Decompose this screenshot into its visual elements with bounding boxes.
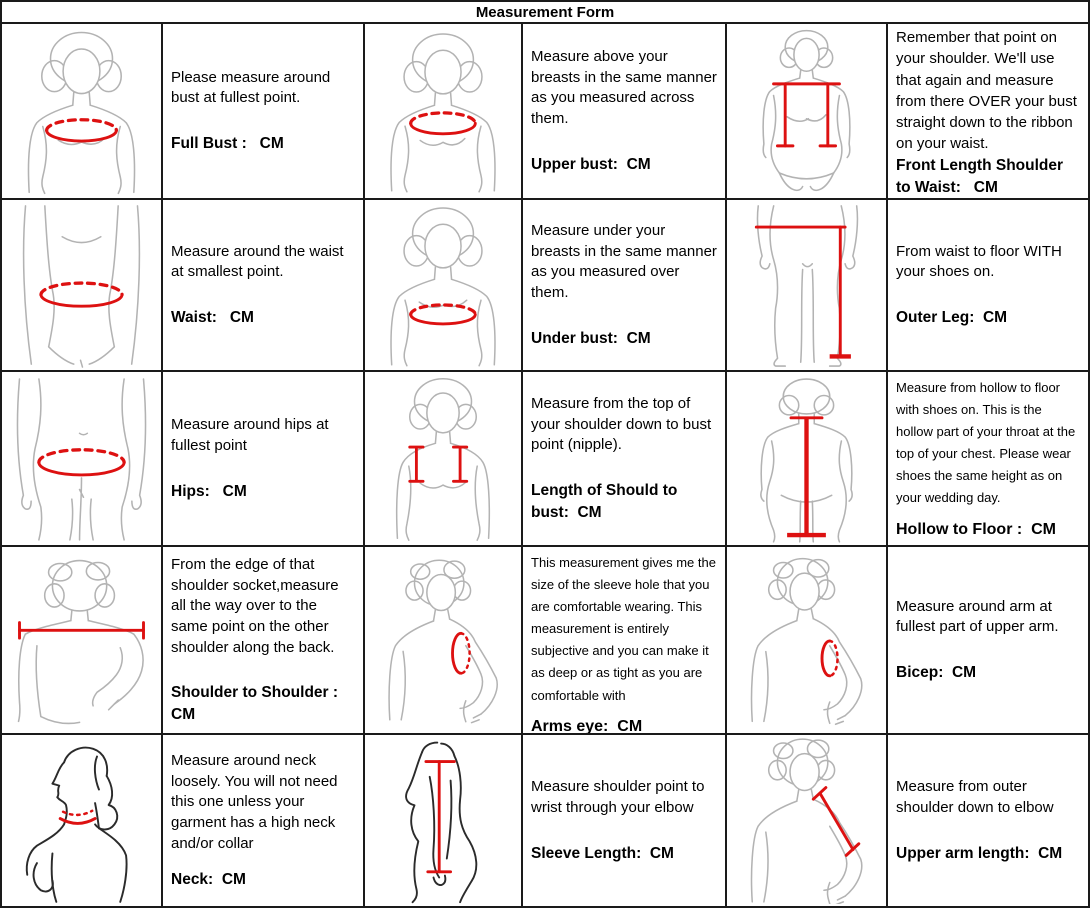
bicep-instruction: Measure around arm at fullest part of upper arm. — [896, 597, 1059, 636]
woman-shoulder-to-bust-figure — [367, 374, 519, 543]
woman-bicep-figure — [729, 549, 884, 731]
outer-leg-figure-cell — [727, 200, 888, 372]
hips-instruction: Measure around hips at fullest point — [171, 416, 333, 454]
shoulder-to-bust-instruction: Measure from the top of your shoulder down to bust point (nipple). — [531, 395, 716, 454]
neck-figure-cell — [2, 735, 163, 906]
hollow-to-floor-figure-cell — [727, 372, 888, 547]
arms-eye-figure-cell — [365, 547, 523, 735]
sleeve-length-cell — [523, 735, 727, 906]
front-length-instruction: Remember that point on your shoulder. We'll use that again and measure from there OVER your bust straight down to the ribbon on your waist. — [896, 29, 1082, 153]
upper-arm-figure-cell — [727, 735, 888, 906]
upper-bust-figure-cell — [365, 24, 523, 200]
woman-back-hollow-to-floor-figure — [729, 374, 884, 543]
sleeve-length-figure-cell — [365, 735, 523, 906]
upper-arm-label: Upper arm length: CM — [896, 844, 1063, 862]
shoulder-to-shoulder-cell — [163, 547, 365, 735]
woman-back-shoulder-to-shoulder-figure — [4, 549, 159, 731]
shoulder-to-shoulder-figure-cell — [2, 547, 163, 735]
woman-front-full-bust-figure — [4, 26, 159, 196]
waist-figure-cell — [2, 200, 163, 372]
shoulder-to-bust-figure-cell — [365, 372, 523, 547]
upper-arm-instruction: Measure from outer shoulder down to elbow — [896, 778, 1054, 816]
bicep-cell — [888, 547, 1088, 735]
woman-profile-neck-figure — [4, 737, 159, 904]
neck-label: Neck: CM — [171, 870, 246, 888]
waist-instruction: Measure around the waist at smallest point. — [171, 242, 348, 281]
woman-front-upper-bust-figure — [367, 26, 519, 196]
upper-bust-instruction: Measure above your breasts in the same manner as you measured across them. — [531, 47, 722, 127]
full-bust-cell — [163, 24, 365, 200]
under-bust-cell — [523, 200, 727, 372]
woman-side-sleeve-length-figure — [367, 737, 519, 904]
shoulder-to-bust-cell — [523, 372, 727, 547]
under-bust-label: Under bust: CM — [531, 329, 651, 347]
full-bust-instruction: Please measure around bust at fullest point. — [171, 68, 335, 107]
hips-label: Hips: CM — [171, 482, 247, 500]
hips-figure-cell — [2, 372, 163, 547]
neck-cell — [163, 735, 365, 906]
woman-front-under-bust-figure — [367, 202, 519, 368]
bicep-figure-cell — [727, 547, 888, 735]
under-bust-instruction: Measure under your breasts in the same manner as you measured over them. — [531, 221, 722, 301]
sleeve-length-label: Sleeve Length: CM — [531, 844, 674, 862]
waist-label: Waist: CM — [171, 309, 254, 326]
neck-instruction: Measure around neck loosely. You will not need this one unless your garment has a high neck and/or collar — [171, 752, 342, 852]
upper-bust-cell — [523, 24, 727, 200]
full-bust-label: Full Bust : CM — [171, 135, 284, 152]
page-title: Measurement Form — [2, 2, 1088, 24]
woman-front-shoulder-to-waist-figure — [729, 26, 884, 196]
waist-cell — [163, 200, 365, 372]
full-bust-figure-cell — [2, 24, 163, 200]
woman-hips-figure — [4, 374, 159, 543]
woman-armhole-figure — [367, 549, 519, 731]
front-length-figure-cell — [727, 24, 888, 200]
upper-bust-label: Upper bust: CM — [531, 155, 651, 173]
woman-torso-waist-figure — [4, 202, 159, 368]
arms-eye-cell — [523, 547, 727, 735]
outer-leg-label: Outer Leg: CM — [896, 309, 1008, 326]
shoulder-to-shoulder-label: Shoulder to Shoulder : CM — [171, 684, 343, 723]
sleeve-length-instruction: Measure shoulder point to wrist through your elbow — [531, 778, 709, 816]
shoulder-to-shoulder-instruction: From the edge of that shoulder socket,measure all the way over to the same point on the other shoulder along the back. — [171, 555, 343, 656]
hollow-to-floor-cell — [888, 372, 1088, 547]
woman-shoulder-to-elbow-figure — [729, 737, 884, 904]
woman-legs-outer-leg-figure — [729, 202, 884, 368]
shoulder-to-bust-label: Length of Should to bust: CM — [531, 482, 682, 521]
outer-leg-cell — [888, 200, 1088, 372]
arms-eye-instruction: This measurement gives me the size of the sleeve hole that you are comfortable wearing. This measurement is entirely subjective and you can make it as deep or as tight as you are comfortable with — [531, 555, 720, 703]
hollow-to-floor-label: Hollow to Floor : CM — [896, 520, 1056, 538]
upper-arm-cell — [888, 735, 1088, 906]
outer-leg-instruction: From waist to floor WITH your shoes on. — [896, 242, 1067, 281]
front-length-label: Front Length Shoulder to Waist: CM — [896, 156, 1068, 196]
front-length-cell — [888, 24, 1088, 200]
hollow-to-floor-instruction: Measure from hollow to floor with shoes on. This is the hollow part of your throat at the top of your chest. Please wear shoes the same height as on your wedding day. — [896, 380, 1079, 506]
hips-cell — [163, 372, 365, 547]
bicep-label: Bicep: CM — [896, 664, 977, 681]
arms-eye-label: Arms eye: CM — [531, 717, 643, 735]
under-bust-figure-cell — [365, 200, 523, 372]
